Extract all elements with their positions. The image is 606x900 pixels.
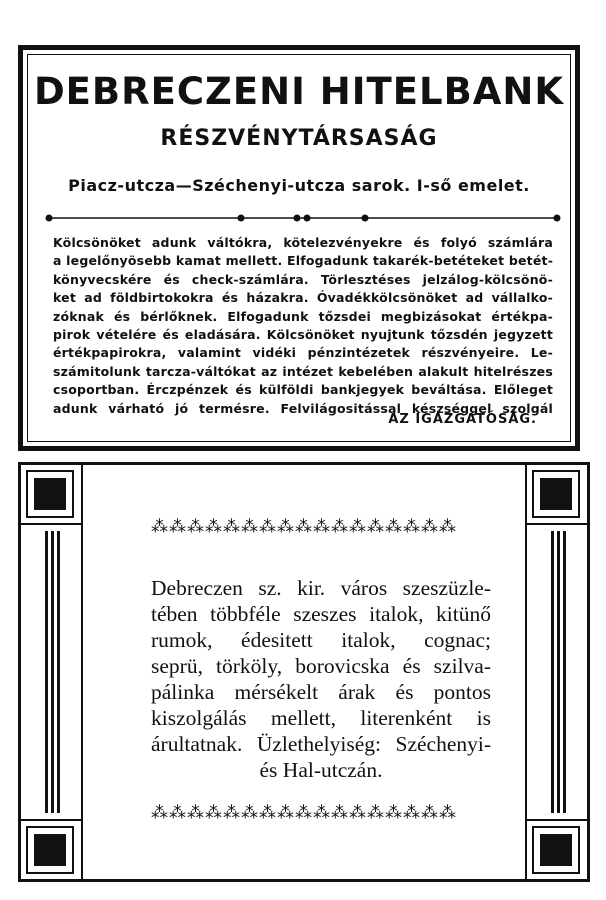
left-border-pillar bbox=[21, 465, 83, 879]
text-line: zóknak és bérlőknek. Elfogadunk tőzsdei megbizásokat értékpa- bbox=[53, 308, 553, 324]
bank-address: Piacz-utcza—Széchenyi-utcza sarok. I-ső emelet. bbox=[68, 176, 530, 195]
bank-subtitle: RÉSZVÉNYTÁRSASÁG bbox=[160, 126, 438, 151]
corner-square-icon bbox=[26, 470, 74, 518]
text-line: adunk várható jó termésre. Felvilágositással készséggel szolgál bbox=[53, 400, 553, 416]
stripes-ornament bbox=[37, 531, 67, 813]
text-line: a legelőnyösebb kamat mellett. Elfogadunk takarék-betéteket betét- bbox=[53, 253, 554, 269]
text-line: számitolunk tarcza-váltókat az intézet kebelében alakult hitelrészes bbox=[53, 363, 553, 379]
text-line: seprü, törköly, borovicska és szilva- bbox=[151, 654, 491, 678]
corner-square-icon bbox=[26, 826, 74, 874]
text-line: Debreczen sz. kir. város szeszüzle- bbox=[151, 576, 491, 600]
text-line: rumok, édesitett italok, cognac; bbox=[151, 628, 491, 652]
pillar-divider bbox=[527, 523, 587, 525]
bank-name: DEBRECZENI HITELBANK bbox=[33, 70, 565, 113]
liquor-shop-text bbox=[151, 575, 491, 783]
text-line: csoportban. Érczpénzek és külföldi bankjegyek beváltása. Előleget bbox=[53, 382, 553, 398]
pillar-divider bbox=[21, 523, 81, 525]
text-line: és Hal-utczán. bbox=[259, 758, 383, 782]
text-line: pirok vételére és eladására. Kölcsönöket nyujtunk tőzsdén jegyzett bbox=[53, 327, 553, 343]
text-line: árultatnak. Üzlethelyiség: Széchenyi- bbox=[151, 732, 491, 756]
bank-advertisement bbox=[18, 45, 580, 451]
corner-square-icon bbox=[532, 826, 580, 874]
bank-signature: AZ IGAZGATÓSÁG. bbox=[388, 412, 537, 427]
stripes-ornament bbox=[543, 531, 573, 813]
floral-ornament-row: ⁂⁂⁂⁂⁂⁂⁂⁂⁂⁂⁂⁂⁂⁂⁂⁂⁂ bbox=[151, 803, 457, 823]
text-line: kiszolgálás mellett, literenként is bbox=[151, 706, 491, 730]
bank-services-text bbox=[53, 234, 553, 418]
text-line: könyvecskére és check-számlára. Törlesztéses jelzálog-kölcsönö- bbox=[53, 271, 553, 287]
text-line: tében többféle szeszes italok, kitünő bbox=[151, 602, 491, 626]
floral-ornament-row: ⁂⁂⁂⁂⁂⁂⁂⁂⁂⁂⁂⁂⁂⁂⁂⁂⁂ bbox=[151, 517, 457, 537]
text-line: értékpapirokra, valamint vidéki pénzintézetek részvényeire. Le- bbox=[53, 345, 553, 361]
decorative-rule bbox=[45, 212, 561, 224]
text-line: ket ad földbirtokokra és házakra. Óvadékkölcsönöket ad vállalko- bbox=[53, 290, 553, 306]
text-line: Kölcsönöket adunk váltókra, kötelezvényekre és folyó számlára bbox=[53, 235, 553, 250]
corner-square-icon bbox=[532, 470, 580, 518]
text-line: pálinka mérsékelt árak és pontos bbox=[151, 680, 491, 704]
liquor-advertisement bbox=[18, 462, 590, 882]
right-border-pillar bbox=[525, 465, 587, 879]
pillar-divider bbox=[527, 819, 587, 821]
pillar-divider bbox=[21, 819, 81, 821]
